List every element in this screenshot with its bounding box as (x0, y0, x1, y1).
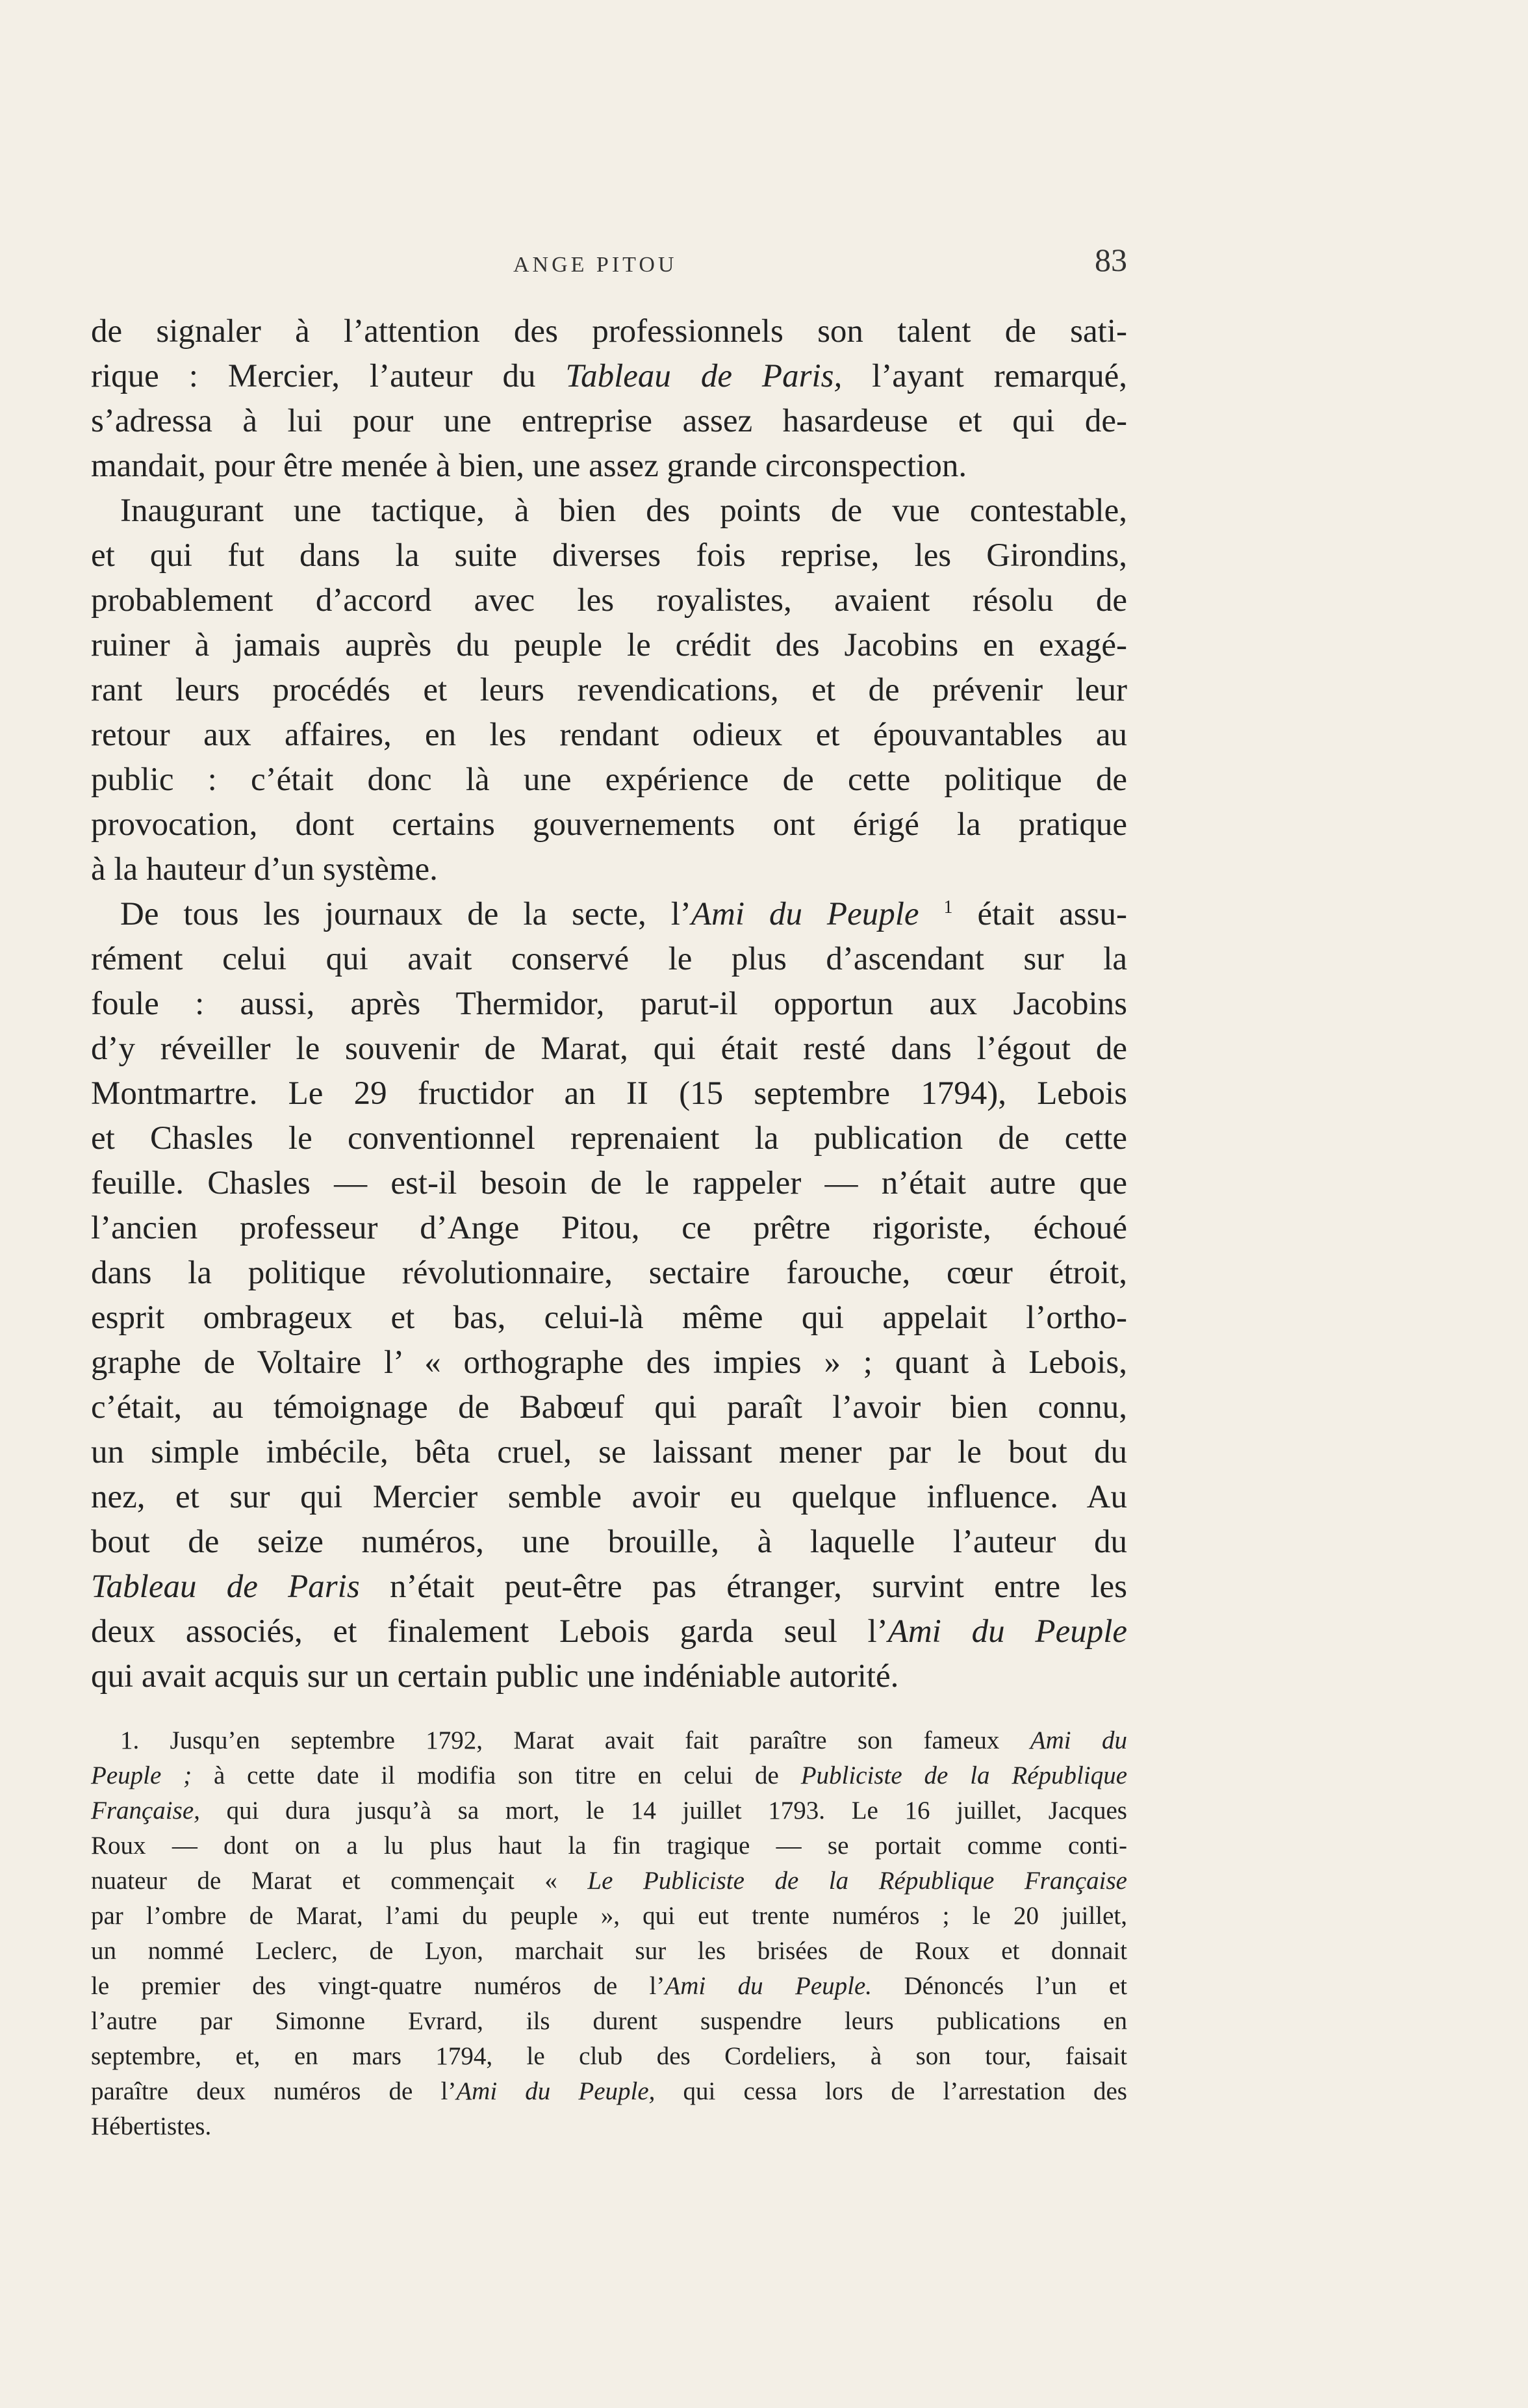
text-line (91, 444, 1127, 489)
text-run: d’y réveiller le souvenir de Marat, qui était resté dans l’égout de (91, 1031, 1127, 1067)
text-run: un simple imbécile, bêta cruel, se laissant mener par le bout du (91, 1434, 1127, 1470)
italic-title: Tableau de Paris, (565, 358, 843, 394)
text-run: à cette date il modifia son titre en celui de (192, 1761, 801, 1789)
footnote-line (91, 1828, 1127, 1864)
text-line (91, 937, 1127, 982)
text-run: à la hauteur d’un système. (91, 851, 438, 888)
page-number: 83 (1095, 242, 1127, 278)
text-run: Hébertistes. (91, 2112, 212, 2140)
italic-title: Tableau de Paris (91, 1569, 360, 1605)
text-run: De tous les journaux de la secte, l’ (120, 896, 691, 932)
text-run: mandait, pour être menée à bien, une assez grande circonspection. (91, 448, 967, 484)
text-run: dans la politique révolutionnaire, sectaire farouche, cœur étroit, (91, 1255, 1127, 1291)
text-run: nez, et sur qui Mercier semble avoir eu quelque influence. Au (91, 1479, 1127, 1515)
italic-title: Ami du Peuple (691, 896, 919, 932)
text-line (91, 1520, 1127, 1565)
text-line (91, 1340, 1127, 1385)
text-run: l’autre par Simonne Evrard, ils durent suspendre leurs publications en (91, 2007, 1127, 2035)
text-run (919, 896, 944, 932)
text-run: et qui fut dans la suite diverses fois reprise, les Girondins, (91, 537, 1127, 574)
text-line (91, 1475, 1127, 1520)
footnote-line (91, 1899, 1127, 1934)
text-line (91, 1565, 1127, 1609)
italic-title: Publiciste de la République (800, 1761, 1128, 1789)
text-line (91, 758, 1127, 802)
text-run: rant leurs procédés et leurs revendications, et de prévenir leur (91, 672, 1127, 708)
text-run: et Chasles le conventionnel reprenaient la publication de cette (91, 1120, 1127, 1157)
footnote-line (91, 1723, 1127, 1758)
italic-title: Ami du Peuple. (665, 1972, 872, 2000)
text-run: un nommé Leclerc, de Lyon, marchait sur les brisées de Roux et donnait (91, 1937, 1127, 1965)
text-run: probablement d’accord avec les royalistes, avaient résolu de (91, 582, 1127, 619)
text-run: retour aux affaires, en les rendant odieux et épouvantables au (91, 717, 1127, 753)
text-run: nuateur de Marat et commençait « (91, 1867, 588, 1895)
footnote-line (91, 1934, 1127, 1969)
footnote-line (91, 1758, 1127, 1793)
text-run: n’était peut-être pas étranger, survint entre les (359, 1569, 1127, 1605)
text-line (91, 892, 1127, 937)
text-line (91, 1027, 1127, 1071)
text-run: par l’ombre de Marat, l’ami du peuple », qui eut trente numéros ; le 20 juillet, (91, 1902, 1127, 1930)
text-run: c’était, au témoignage de Babœuf qui paraît l’avoir bien connu, (91, 1389, 1127, 1426)
italic-title: Ami du (1030, 1726, 1127, 1754)
text-line (91, 623, 1127, 668)
text-line (91, 578, 1127, 623)
text-run: septembre, et, en mars 1794, le club des Cordeliers, à son tour, faisait (91, 2042, 1127, 2070)
text-line (91, 1296, 1127, 1340)
italic-title: Ami du Peuple (887, 1613, 1128, 1650)
text-line (91, 1430, 1127, 1475)
text-run: Dénoncés l’un et (872, 1972, 1127, 2000)
text-line (91, 1071, 1127, 1116)
text-run: l’ayant remarqué, (842, 358, 1127, 394)
text-run: s’adressa à lui pour une entreprise assez hasardeuse et qui de- (91, 403, 1127, 439)
footnote-line (91, 2074, 1127, 2109)
text-run: était assu- (952, 896, 1127, 932)
italic-title: Le Publiciste de la République Française (587, 1867, 1127, 1895)
running-header (91, 242, 1127, 285)
text-run: foule : aussi, après Thermidor, parut-il opportun aux Jacobins (91, 986, 1127, 1022)
footnote-line (91, 2109, 1127, 2144)
text-line (91, 1609, 1127, 1654)
text-run: Montmartre. Le 29 fructidor an II (15 septembre 1794), Lebois (91, 1075, 1127, 1112)
text-line (91, 1654, 1127, 1699)
text-run: bout de seize numéros, une brouille, à laquelle l’auteur du (91, 1524, 1127, 1560)
text-line (91, 1251, 1127, 1296)
footnote-line (91, 2039, 1127, 2074)
text-run: qui cessa lors de l’arrestation des (655, 2077, 1127, 2105)
text-line (91, 533, 1127, 578)
text-line (91, 309, 1127, 354)
text-run: ruiner à jamais auprès du peuple le crédit des Jacobins en exagé- (91, 627, 1127, 663)
text-line (91, 489, 1127, 533)
text-run: rique : Mercier, l’auteur du (91, 358, 566, 394)
text-line (91, 847, 1127, 892)
italic-title: Peuple ; (91, 1761, 192, 1789)
text-run: l’ancien professeur d’Ange Pitou, ce prêtre rigoriste, échoué (91, 1210, 1127, 1246)
text-line (91, 982, 1127, 1027)
text-run: public : c’était donc là une expérience de cette politique de (91, 762, 1127, 798)
text-line (91, 1206, 1127, 1251)
text-line (91, 802, 1127, 847)
footnote-line (91, 1864, 1127, 1899)
text-run: Inaugurant une tactique, à bien des points de vue contestable, (120, 493, 1127, 529)
footnote-marker: 1 (943, 897, 953, 917)
text-line (91, 668, 1127, 713)
text-line (91, 1161, 1127, 1206)
text-run: esprit ombrageux et bas, celui-là même qui appelait l’ortho- (91, 1300, 1127, 1336)
text-run: provocation, dont certains gouvernements ont érigé la pratique (91, 806, 1127, 843)
text-line (91, 399, 1127, 444)
body-text (91, 309, 1127, 1699)
text-run: 1. Jusqu’en septembre 1792, Marat avait fait paraître son fameux (120, 1726, 1030, 1754)
text-line (91, 1116, 1127, 1161)
text-run: qui avait acquis sur un certain public une indéniable autorité. (91, 1658, 899, 1695)
text-line (91, 354, 1127, 399)
text-run: paraître deux numéros de l’ (91, 2077, 457, 2105)
text-line (91, 1385, 1127, 1430)
footnote-line (91, 1793, 1127, 1828)
text-run: deux associés, et finalement Lebois garda seul l’ (91, 1613, 888, 1650)
running-title: ANGE PITOU (513, 253, 678, 277)
italic-title: Ami du Peuple, (456, 2077, 656, 2105)
text-run: qui dura jusqu’à sa mort, le 14 juillet 1793. Le 16 juillet, Jacques (199, 1797, 1127, 1825)
text-run: graphe de Voltaire l’ « orthographe des impies » ; quant à Lebois, (91, 1344, 1127, 1381)
text-run: feuille. Chasles — est-il besoin de le rappeler — n’était autre que (91, 1165, 1127, 1201)
text-run: le premier des vingt-quatre numéros de l’ (91, 1972, 665, 2000)
italic-title: Française, (91, 1797, 200, 1825)
text-run: de signaler à l’attention des professionnels son talent de sati- (91, 313, 1127, 350)
text-line (91, 713, 1127, 758)
footnote-line (91, 2004, 1127, 2039)
text-run: rément celui qui avait conservé le plus d’ascendant sur la (91, 941, 1127, 977)
footnote-line (91, 1969, 1127, 2004)
text-run: Roux — dont on a lu plus haut la fin tragique — se portait comme conti- (91, 1832, 1127, 1860)
footnotes (91, 1723, 1127, 2144)
